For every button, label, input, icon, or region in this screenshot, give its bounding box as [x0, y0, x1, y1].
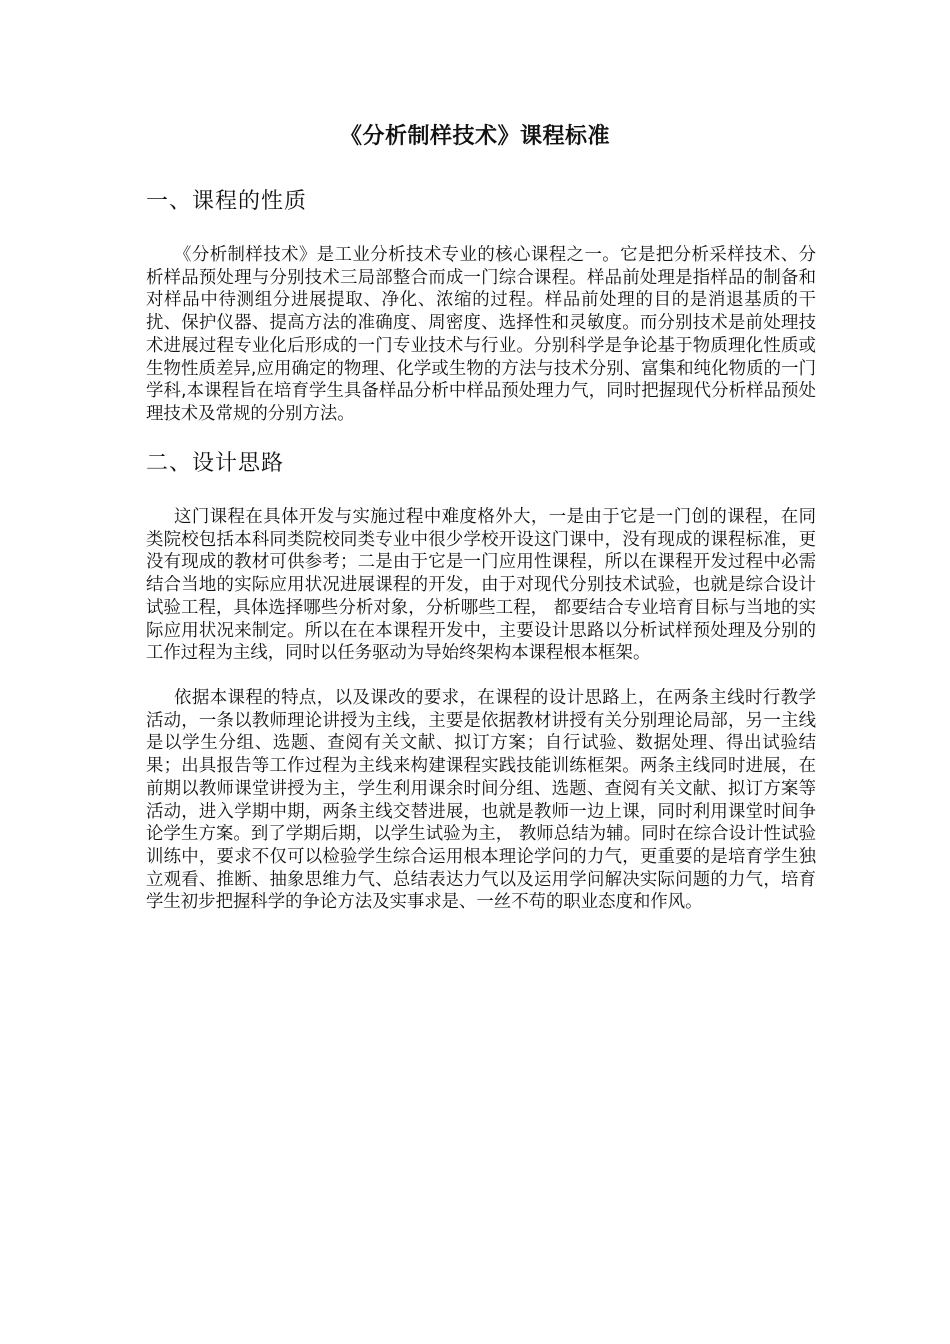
section-heading-design: 二、设计思路	[146, 451, 285, 476]
section-paragraph: 依据本课程的特点，以及课改的要求，在课程的设计思路上，在两条主线时行教学活动，一条以教师理论讲授为主线，主要是依据教材讲授有关分别理论局部，另一主线是以学生分组、选题、查阅有关文献、拟订方案；自行试验、数据处理、得出试验结果；出具报告等工作过程为主线来构建课程实践技能训练框架。两条主线同时进展，在前期以教师课堂讲授为主，学生利用课余时间分组、选题、查阅有关文献、拟订方案等活动，进入学期中期，两条主线交替进展，也就是教师一边上课，同时利用课堂时间争论学生方案。到了学期后期，以学生试验为主， 教师总结为辅。同时在综合设计性试验训练中，要求不仅可以检验学生综合运用根本理论学问的力气，更重要的是培育学生独立观看、推断、抽象思维力气、总结表达力气以及运用学问解决实际问题的力气，培育学生初步把握科学的争论方法及实事求是、一丝不苟的职业态度和作风。	[146, 688, 816, 913]
section-paragraph: 《分析制样技术》是工业分析技术专业的核心课程之一。它是把分析采样技术、分析样品预处理与分别技术三局部整合而成一门综合课程。样品前处理是指样品的制备和对样品中待测组分进展提取、净化、浓缩的过程。样品前处理的目的是消退基质的干扰、保护仪器、提高方法的准确度、周密度、选择性和灵敏度。而分别技术是前处理技术进展过程专业化后形成的一门专业技术与行业。分别科学是争论基于物质理化性质或生物性质差异,应用确定的物理、化学或生物的方法与技术分别、富集和纯化物质的一门学科,本课程旨在培育学生具备样品分析中样品预处理力气，同时把握现代分析样品预处理技术及常规的分别方法。	[146, 245, 816, 424]
document-title: 《分析制样技术》课程标准	[339, 124, 610, 149]
section-paragraph: 这门课程在具体开发与实施过程中难度格外大，一是由于它是一门创的课程，在同类院校包括本科同类院校同类专业中很少学校开设这门课中，没有现成的课程标准，更没有现成的教材可供参考；二是由于它是一门应用性课程，所以在课程开发过程中必需结合当地的实际应用状况进展课程的开发，由于对现代分别技术试验，也就是综合设计试验工程，具体选择哪些分析对象，分析哪些工程， 都要结合专业培育目标与当地的实际应用状况来制定。所以在在本课程开发中，主要设计思路以分析试样预处理及分别的工作过程为主线，同时以任务驱动为导始终架构本课程根本框架。	[146, 507, 816, 664]
section-heading-nature: 一、课程的性质	[146, 189, 308, 214]
